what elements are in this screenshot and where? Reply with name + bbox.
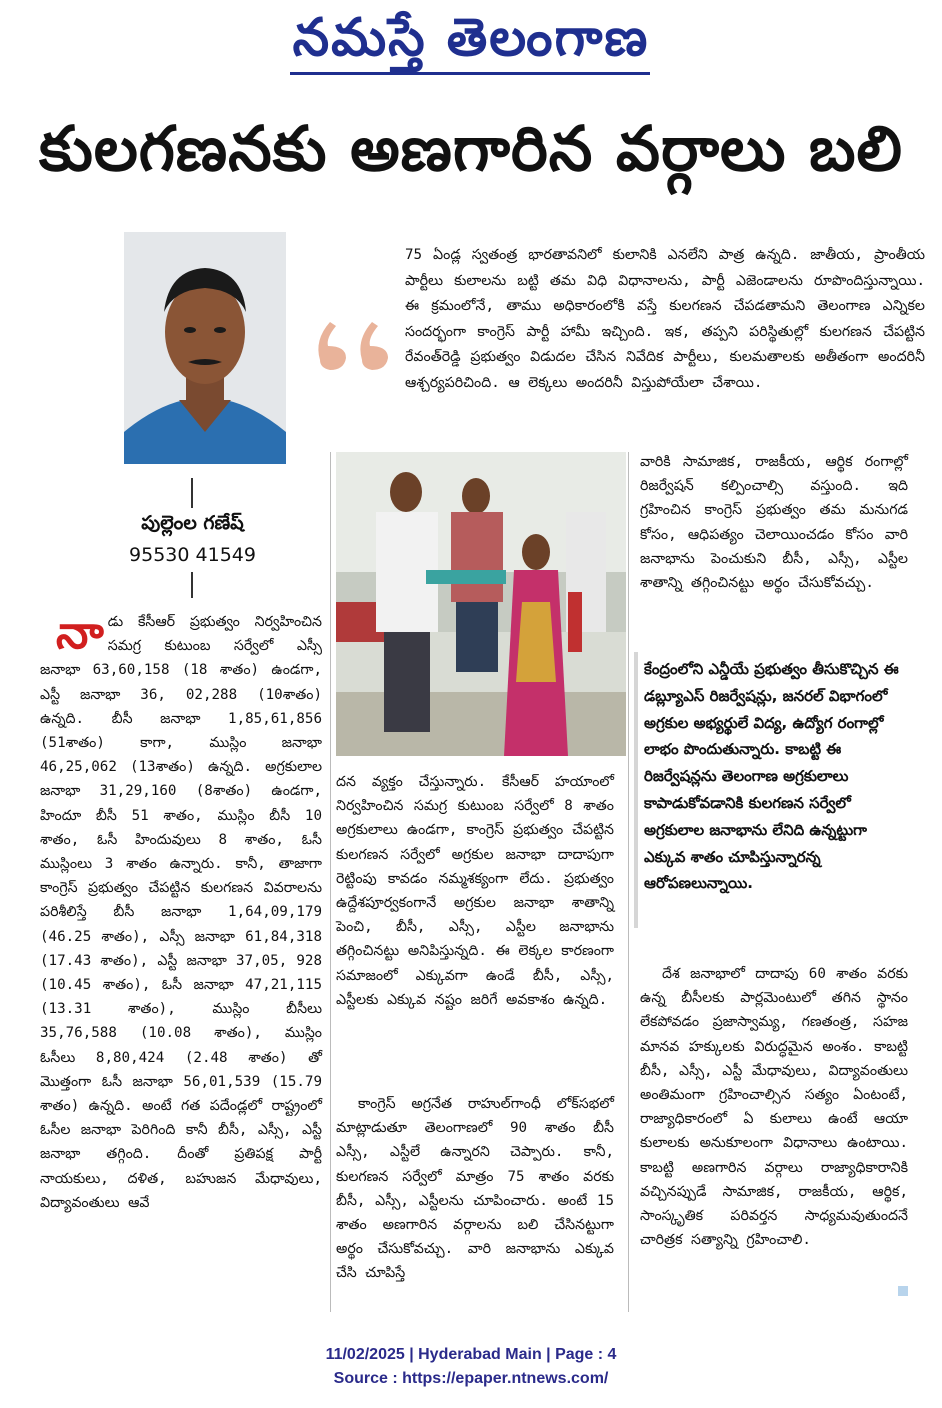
quote-icon <box>312 310 402 370</box>
intro-paragraph: 75 ఏండ్ల స్వతంత్ర భారతావనిలో కులానికి ఎనలేని పాత్ర ఉన్నది. జాతీయ, ప్రాంతీయ పార్టీలు కులాలను బట్టి తమ విధి విధానాలను, పార్టీ ఎజెండాలను రూపొందిస్తున్నాయి. ఈ క్రమంలోనే, తాము అధికారంలోకి వస్తే కులగణన చేపడతామని తెలంగాణ ఎన్నికల సందర్భంగా కాంగ్రెస్ పార్టీ హామీ ఇచ్చింది. ఇక, తప్పని పరిస్థితుల్లో కులగణన చేపట్టిన రేవంత్‌రెడ్డి ప్రభుత్వం విడుదల చేసిన నివేదిక పార్టీలు, కులమతాలకు అతీతంగా అందరినీ ఆశ్చర్యపరిచింది. ఆ లెక్కలు అందరినీ విస్తుపోయేలా చేశాయి. <box>405 247 925 391</box>
drop-cap: నా <box>56 605 104 659</box>
article-headline: కులగణనకు అణగారిన వర్గాలు బలి <box>39 112 903 185</box>
column-1-text: డు కేసీఆర్ ప్రభుత్వం నిర్వహించిన సమగ్ర కుటుంబ సర్వేలో ఎస్సీ జనాభా 63,60,158 (18 శాతం) ఉండగా, ఎస్టీ జనాభా 36, 02,288 (10శాతం) ఉన్నది. బీసీ జనాభా 1,85,61,856 (51శాతం) కాగా, ముస్లిం జనాభా 46,25,062 (13శాతం) ఉన్నది. అగ్రకులాల జనాభా 31,29,160 (8శాతం) ఉండగా, హిందూ బీసీ 51 శాతం, ముస్లిం బీసీ 10 శాతం, ఓసీ హిందువులు 8 శాతం, ఓసీ ముస్లింలు 3 శాతం ఉన్నారు. కానీ, తాజాగా కాంగ్రెస్ ప్రభుత్వం చేపట్టిన కులగణన వివరాలను పరిశీలిస్తే బీసీ జనాభా 1,64,09,179 (46.25 శాతం), ఎస్సీ జనాభా 61,84,318 (17.43 శాతం), ఎస్టీ జనాభా 37,05, 928 (10.45 శాతం), ఓసీ జనాభా 47,21,115 (13.31 శాతం), ముస్లిం బీసీలు 35,76,588 (10.08 శాతం), ముస్లిం ఓసీలు 8,80,424 (2.48 శాతం) తో మొత్తంగా ఓసీ జనాభా 56,01,539 (15.79 శాతం) ఉన్నది. అంటే గత పదేండ్లలో రాష్ట్రంలో ఓసీల జనాభా పెరిగింది కానీ బీసీ, ఎస్సీ, ఎస్టీ జనాభా తగ్గింది. దీంతో ప్రతిపక్ష పార్టీ నాయకులు, దళిత, బహుజన మేధావులు, విద్యావంతులు ఆవే <box>40 614 322 1211</box>
column-divider <box>628 452 629 1312</box>
masthead-logo: నమస్తే తెలంగాణ <box>292 8 650 68</box>
column-2-paragraph-2: కాంగ్రెస్ అగ్రనేత రాహుల్‌గాంధీ లోక్‌సభలో మాట్లాడుతూ తెలంగాణలో 90 శాతం బీసీ ఎస్సీ, ఎస్టీలే ఉన్నారని చెప్పారు. కానీ, కులగణన సర్వేలో మాత్రం 75 శాతం వరకు బీసీ, ఎస్సీ, ఎస్టీలను చూపించారు. అంటే 15 శాతం అణగారిన వర్గాలను బలి చేసినట్టుగా అర్థం చేసుకోవచ్చు. వారి జనాభాను ఎక్కువ చేసి చూపిస్తే <box>336 1096 614 1282</box>
pull-quote-text: కేంద్రంలోని ఎన్డీయే ప్రభుత్వం తీసుకొచ్చిన ఈ డబ్ల్యూఎస్ రిజర్వేషన్లు, జనరల్ విభాగంలో అగ్రకుల అభ్యర్థులే విద్య, ఉద్యోగ రంగాల్లో లాభం పొందుతున్నారు. కాబట్టి ఈ రిజర్వేషన్లను తెలంగాణ అగ్రకులాలు కాపాడుకోవడానికి కులగణన సర్వేలో అగ్రకులాల జనాభాను లేనిది ఉన్నట్టుగా ఎక్కువ శాతం చూపిస్తున్నారన్న ఆరోపణలున్నాయి. <box>644 660 899 893</box>
author-divider-bottom <box>191 572 193 598</box>
masthead-underline <box>290 72 650 75</box>
column-divider <box>330 452 331 1312</box>
column-3-paragraph-2: దేశ జనాభాలో దాదాపు 60 శాతం వరకు ఉన్న బీసీలకు పార్లమెంటులో తగిన స్థానం లేకపోవడం ప్రజాస్వామ్య, గణతంత్ర, సహజ మానవ హక్కులకు విరుద్ధమైన అంశం. కాబట్టి బీసీ, ఎస్సీ, ఎస్టీ మేధావులు, విద్యావంతులు అంతిమంగా గ్రహించాల్సిన సత్యం ఏంటంటే, రాజ్యాధికారంలో ఏ కులాలు ఉంటే ఆయా కులాలకు అనుకూలంగా విధానాలు ఉంటాయి. కాబట్టి అణగారిన వర్గాలు రాజ్యాధికారానికి వచ్చినప్పుడే సామాజిక, రాజకీయ, ఆర్థిక, సాంస్కృతిక పరివర్తన సాధ్యమవుతుందనే చారిత్రక సత్యాన్ని గ్రహించాలి. <box>640 966 908 1249</box>
column-1 <box>40 605 322 1215</box>
author-photo <box>124 232 286 464</box>
end-mark <box>898 1286 908 1296</box>
column-2-paragraph-1: దన వ్యక్తం చేస్తున్నారు. కేసీఆర్ హయాంలో నిర్వహించిన సమగ్ర కుటుంబ సర్వేలో 8 శాతం అగ్రకులాలు ఉండగా, కాంగ్రెస్ ప్రభుత్వం చేపట్టిన కులగణన సర్వేలో అగ్రకుల జనాభా దాదాపుగా రెట్టింపు కావడం నమ్మశక్యంగా లేదు. ప్రభుత్వం ఉద్దేశపూర్వకంగానే అగ్రకుల జనాభా శాతాన్ని పెంచి, బీసీ, ఎస్సీ, ఎస్టీల జనాభాను తగ్గించినట్టు అనిపిస్తున్నది. ఈ లెక్కల కారణంగా సమాజంలో ఎక్కువగా ఉండే బీసీ, ఎస్సీ, ఎస్టీలకు ఎక్కువ నష్టం జరిగే అవకాశం ఉన్నది. <box>336 774 614 1008</box>
author-name: పుల్లెంల గణేష్ <box>141 512 244 534</box>
footer-date-line: 11/02/2025 | Hyderabad Main | Page : 4 <box>325 1346 617 1363</box>
footer-source-link[interactable]: Source : https://epaper.ntnews.com/ <box>333 1370 609 1387</box>
author-divider-top <box>191 478 193 508</box>
column-3-paragraph-1: వారికి సామాజిక, రాజకీయ, ఆర్థిక రంగాల్లో రిజర్వేషన్ కల్పించాల్సి వస్తుంది. ఇది గ్రహించిన కాంగ్రెస్ ప్రభుత్వం తమ మనుగడ కోసం, ఆధిపత్యం చెలాయించడం కోసం వారి జనాభాను పెంచుకుని బీసీ, ఎస్సీ, ఎస్టీల శాతాన్ని తగ్గించినట్టు అర్థం చేసుకోవచ్చు. <box>640 454 908 592</box>
survey-photo <box>336 452 626 756</box>
author-phone: 95530 41549 <box>129 544 256 566</box>
